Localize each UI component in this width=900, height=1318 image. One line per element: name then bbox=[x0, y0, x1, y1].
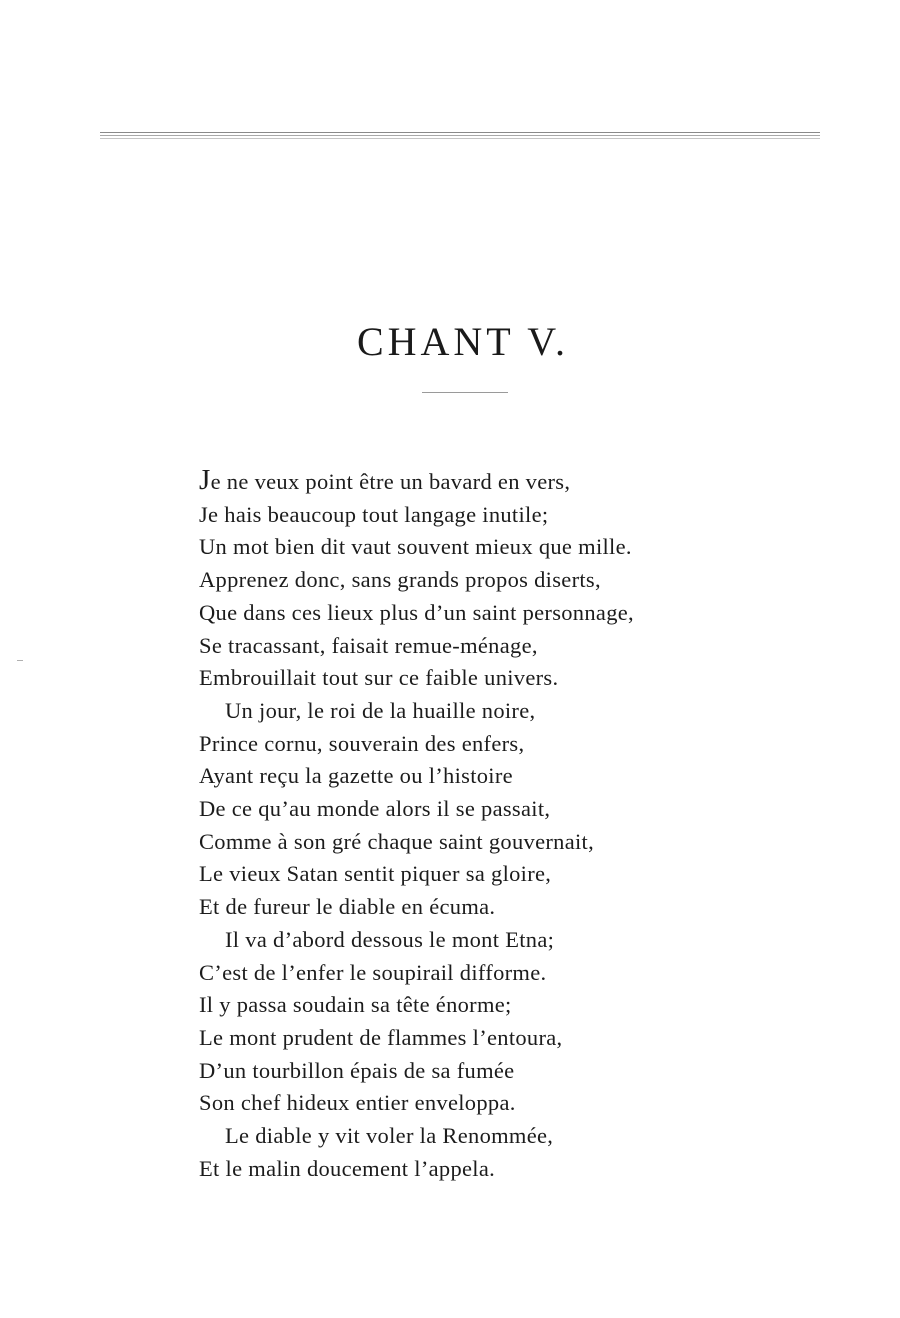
verse-text: Un mot bien dit vaut souvent mieux que mille. bbox=[199, 534, 632, 560]
verse-text: Il va d’abord dessous le mont Etna; bbox=[225, 926, 555, 952]
verse-text: Prince cornu, souverain des enfers, bbox=[199, 730, 525, 756]
verse-line bbox=[199, 662, 759, 695]
verse-text: Se tracassant, faisait remue-ménage, bbox=[199, 632, 538, 658]
verse-line bbox=[199, 695, 759, 728]
verse-line bbox=[199, 597, 759, 630]
poem-body bbox=[199, 464, 759, 1185]
verse-text: Comme à son gré chaque saint gouvernait, bbox=[199, 828, 595, 854]
header-rule bbox=[100, 132, 820, 139]
verse-line bbox=[199, 531, 759, 564]
verse-text: Le vieux Satan sentit piquer sa gloire, bbox=[199, 861, 552, 887]
title-rule bbox=[422, 392, 508, 393]
verse-line bbox=[199, 957, 759, 990]
verse-text: Embrouillait tout sur ce faible univers. bbox=[199, 665, 559, 691]
verse-line bbox=[199, 499, 759, 532]
verse-line bbox=[199, 760, 759, 793]
verse-line bbox=[199, 1087, 759, 1120]
verse-text: Et le malin doucement l’appela. bbox=[199, 1155, 496, 1181]
verse-text: Il y passa soudain sa tête énorme; bbox=[199, 992, 512, 1018]
verse-line bbox=[199, 630, 759, 663]
verse-text: e ne veux point être un bavard en vers, bbox=[210, 469, 571, 494]
verse-line bbox=[199, 564, 759, 597]
verse-line bbox=[199, 1120, 759, 1153]
verse-text: C’est de l’enfer le soupirail difforme. bbox=[199, 959, 547, 985]
verse-text: Et de fureur le diable en écuma. bbox=[199, 894, 496, 920]
verse-text: Ayant reçu la gazette ou l’histoire bbox=[199, 763, 513, 789]
verse-line bbox=[199, 1153, 759, 1186]
verse-text: Que dans ces lieux plus d’un saint personnage, bbox=[199, 599, 634, 625]
verse-line bbox=[199, 989, 759, 1022]
verse-text: Le diable y vit voler la Renommée, bbox=[225, 1123, 554, 1149]
verse-line bbox=[199, 891, 759, 924]
verse-line bbox=[199, 826, 759, 859]
verse-text: Un jour, le roi de la huaille noire, bbox=[225, 697, 536, 723]
margin-mark bbox=[17, 660, 23, 661]
verse-text: D’un tourbillon épais de sa fumée bbox=[199, 1057, 515, 1083]
verse-line bbox=[199, 924, 759, 957]
initial-letter: J bbox=[199, 464, 211, 496]
verse-text: De ce qu’au monde alors il se passait, bbox=[199, 796, 551, 822]
chapter-title: CHANT V. bbox=[356, 319, 570, 364]
verse-line bbox=[199, 464, 759, 499]
verse-text: Apprenez donc, sans grands propos diserts, bbox=[199, 567, 601, 593]
verse-line bbox=[199, 1022, 759, 1055]
verse-line bbox=[199, 1055, 759, 1088]
verse-text: Je hais beaucoup tout langage inutile; bbox=[199, 501, 549, 527]
verse-text: Le mont prudent de flammes l’entoura, bbox=[199, 1024, 563, 1050]
verse-line bbox=[199, 858, 759, 891]
verse-line bbox=[199, 728, 759, 761]
verse-text: Son chef hideux entier enveloppa. bbox=[199, 1090, 516, 1116]
verse-line bbox=[199, 793, 759, 826]
